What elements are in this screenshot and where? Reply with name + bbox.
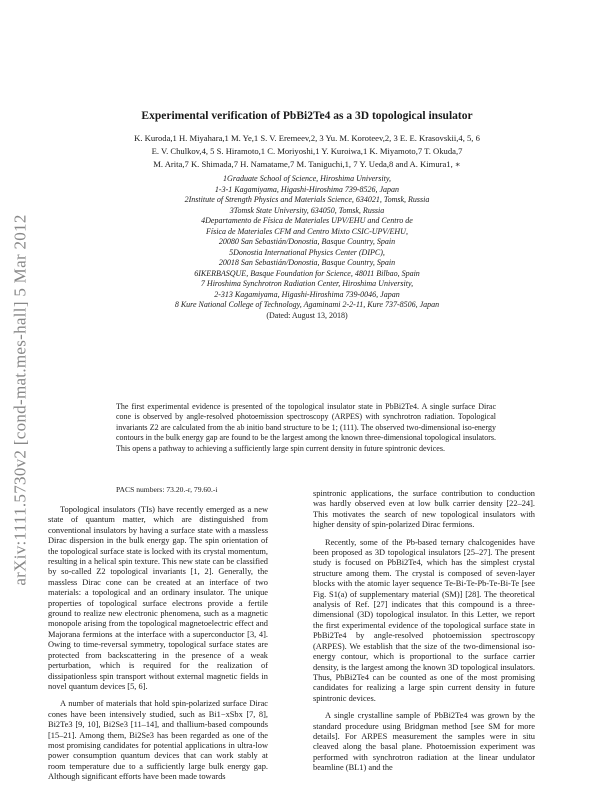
paragraph: A number of materials that hold spin-polarized surface Dirac cones have been intensively studied, such as Bi1−xSbx [7, 8], Bi2Te3 [9, 10], Bi2Se3 [11–14], and thallium-based compounds [15–21]. Among them, Bi2Se3 has been regarded as one of the most promising candidates for potential applications in ultra-low power consumption quantum devices that can work stably at room temperature due to a sufficiently large bulk energy gap. Although significant efforts have been made towards — [48, 699, 268, 782]
affiliation-line: 6IKERBASQUE, Basque Foundation for Science, 48011 Bilbao, Spain — [194, 268, 420, 278]
paragraph: Topological insulators (TIs) have recently emerged as a new state of quantum matter, which are distinguished from conventional insulators by having a surface state with a massless Dirac dispersion in the bulk energy gap. The spin orientation of the topological surface state is locked with its crystal momentum, resulting in a helical spin texture. This new state can be classified by so-called Z2 topological invariants [1, 2]. Generally, the massless Dirac cone can be created at an interface of two materials: a topological and an ordinary insulator. The unique properties of topological surface electrons provide a fertile ground to realize new electronic phenomena, such as a magnetic monopole arising from the topological magnetoelectric effect and Majorana fermions at the interface with a superconductor [3, 4]. Owing to time-reversal symmetry, topological surface states are protected from backscattering in the presence of a weak perturbation, which is required for the realization of dissipationless spin transport without external magnetic fields in novel quantum devices [5, 6]. — [48, 505, 268, 691]
author-list — [70, 132, 544, 171]
date-line: (Dated: August 13, 2018) — [266, 310, 348, 320]
affiliation-line: 3Tomsk State University, 634050, Tomsk, Russia — [229, 205, 385, 215]
arxiv-stamp — [6, 200, 36, 600]
affiliation-line: 4Departamento de Física de Materiales UPV/EHU and Centro de — [201, 216, 413, 225]
paper-title: Experimental verification of PbBi2Te4 as a 3D topological insulator — [141, 110, 473, 122]
affiliation-line: 5Donostia International Physics Center (DIPC), — [229, 247, 385, 257]
affiliation-line: 7 Hiroshima Synchrotron Radiation Center, Hiroshima University, — [200, 279, 414, 288]
author-line: E. V. Chulkov,4, 5 S. Hiramoto,1 C. Moriyoshi,1 Y. Kuroiwa,1 K. Miyamoto,7 T. Okuda,7 — [151, 146, 463, 156]
affiliation-line: 20018 San Sebastián/Donostia, Basque Country, Spain — [218, 258, 396, 267]
right-column — [313, 489, 535, 781]
affiliation-line: 8 Kure National College of Technology, Agaminami 2-2-11, Kure 737-8506, Japan — [174, 300, 440, 309]
affiliation-line: 1Graduate School of Science, Hiroshima University, — [223, 174, 391, 183]
paragraph: spintronic applications, the surface contribution to conduction was hardly observed even at low bulk carrier density [22–24]. This motivates the search of new topological insulators with higher density of spin-polarized Dirac fermions. — [313, 489, 535, 530]
pacs-numbers: PACS numbers: 73.20.-r, 79.60.-i — [116, 485, 218, 494]
paragraph: A single crystalline sample of PbBi2Te4 was grown by the standard procedure using Bridgman method [see SM for more details]. For ARPES measurement the samples were in situ cleaved along the basal plane. Photoemission experiment was performed with synchrotron radiation at the linear undulator beamline (BL1) and the — [313, 711, 535, 773]
affiliation-line: 2-313 Kagamiyama, Higashi-Hiroshima 739-0046, Japan — [214, 289, 400, 299]
paragraph: Recently, some of the Pb-based ternary chalcogenides have been proposed as 3D topological insulators [25–27]. The present study is focused on PbBi2Te4, which has the simplest crystal structure among them. The crystal is composed of seven-layer blocks with the atomic layer sequence Te-Bi-Te-Pb-Te-Bi-Te [see Fig. S1(a) of supplementary material (SM)] [28]. The theoretical analysis of Ref. [27] indicates that this compound is a three-dimensional (3D) topological insulator. In this Letter, we report the first experimental evidence of the topological surface state in PbBi2Te4 by angle-resolved photoemission spectroscopy (ARPES). We establish that the size of the two-dimensional iso-energy contour, which is proportional to the surface carrier density, is the largest among the known 3D topological insulators. Thus, PbBi2Te4 can be counted as one of the most promising candidates for realizing a large spin current density in future spintronic devices. — [313, 537, 535, 703]
left-column — [48, 505, 268, 790]
abstract: The first experimental evidence is presented of the topological insulator state in PbBi2Te4. A single surface Dirac cone is observed by angle-resolved photoemission spectroscopy (ARPES) with synchrotron radiation. Topological invariants Z2 are calculated from the ab initio band structure to be 1; (111). The observed two-dimensional iso-energy contours in the bulk energy gap are found to be the largest among the known three-dimensional topological insulators. This opens a pathway to achieving a sufficiently large spin current density in future spintronic devices. — [116, 402, 496, 453]
affiliation-line: 20080 San Sebastián/Donostia, Basque Country, Spain — [218, 237, 396, 246]
affiliation-list — [80, 174, 534, 321]
affiliation-line: Física de Materiales CFM and Centro Mixto CSIC-UPV/EHU, — [206, 226, 408, 236]
author-line: K. Kuroda,1 H. Miyahara,1 M. Ye,1 S. V. Eremeev,2, 3 Yu. M. Koroteev,2, 3 E. E. Krasovskii,4, 5, 6 — [134, 133, 480, 143]
author-line: M. Arita,7 K. Shimada,7 H. Namatame,7 M. Taniguchi,1, 7 Y. Ueda,8 and A. Kimura1, ∗ — [153, 159, 461, 169]
affiliation-line: 2Institute of Strength Physics and Materials Science, 634021, Tomsk, Russia — [184, 195, 430, 204]
affiliation-line: 1-3-1 Kagamiyama, Higashi-Hiroshima 739-8526, Japan — [214, 184, 400, 194]
arxiv-id: arXiv:1111.5730v2 [cond-mat.mes-hall] 5 Mar 2012 — [11, 214, 31, 586]
